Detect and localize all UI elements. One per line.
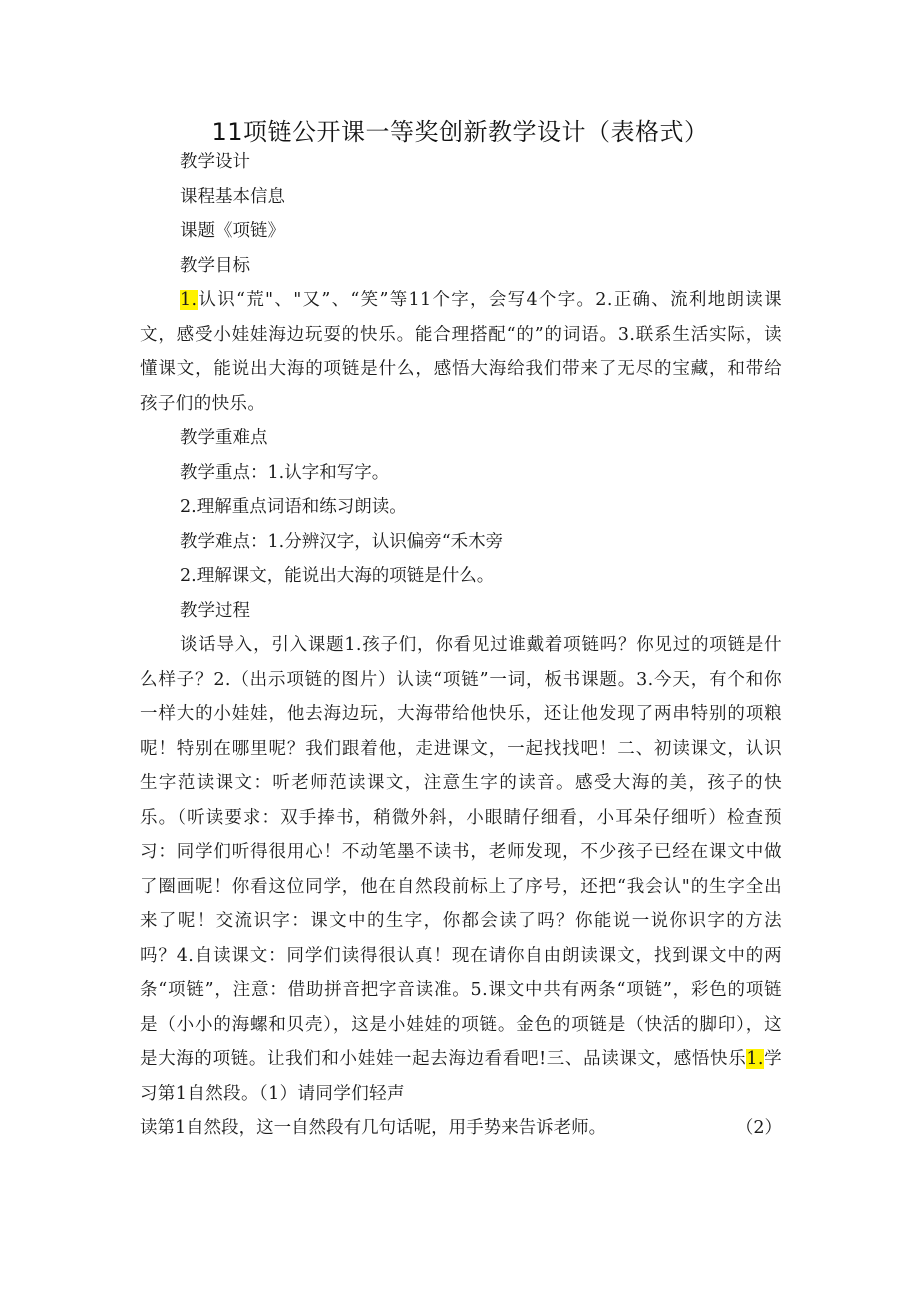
final-line [140,1111,782,1146]
process-text: 谈话导入，引入课题1.孩子们，你看见过谁戴着项链吗？你见过的项链是什么样子？2.（出示项链的图片）认读“项链”一词，板书课题。3.今天，有个和你一样大的小娃娃，他去海边玩，大海带给他快乐，还让他发现了两串特别的项粮呢！特别在哪里呢？我们跟着他，走进课文，一起找找吧！二、初读课文，认识生字范读课文：听老师范读课文，注意生字的读音。感受大海的美，孩子的快乐。（听读要求：双手捧书，稍微外斜，小眼睛仔细看，小耳朵仔细听）检查预习：同学们听得很用心！不动笔墨不读书，老师发现，不少孩子已经在课文中做了圈画呢！你看这位同学，他在自然段前标上了序号，还把“我会认"的生字全出来了呢！交流识字：课文中的生字，你都会读了吗？你能说一说你识字的方法吗？4.自读课文：同学们读得很认真！现在请你自由朗读课文，找到课文中的两条“项链”，注意：借助拼音把字音读准。5.课文中共有两条“项链”，彩色的项链是（小小的海螺和贝壳），这是小娃娃的项链。金色的项链是（快活的脚印），这是大海的项链。让我们和小娃娃一起去海边看看吧!三、品读课文，感悟快乐 [140,635,782,1069]
heading-lesson-title: 课题《项链》 [180,221,285,241]
heading-process: 教学过程 [180,600,250,621]
process-paragraph [140,628,782,1111]
heading-key-points: 教学重难点 [180,428,268,448]
key-focus-2: 2.理解重点词语和练习朗读。 [180,497,407,517]
highlight-marker: 1. [746,1049,764,1069]
goals-text: 认识“荒"、"又”、“笑”等11个字，会写4个字。2.正确、流利地朗读课文，感受小娃娃海边玩耍的快乐。能合理搭配“的”的词语。3.联系生活实际，读懂课文，能说出大海的项链是什么，感悟大海给我们带来了无尽的宝藏，和带给孩子们的快乐。 [140,290,782,414]
key-focus-1: 教学重点：1.认字和写字。 [180,462,390,483]
key-difficulty-2: 2.理解课文，能说出大海的项链是什么。 [180,566,495,586]
heading-goals: 教学目标 [180,255,250,276]
highlight-marker: 1. [180,290,198,310]
process-text-end: 学习第1自然段。（1）请同学们轻声 [140,1049,782,1104]
final-line-text: 读第1自然段，这一自然段有几句话呢，用手势来告诉老师。 [140,1118,607,1138]
heading-basic-info: 课程基本信息 [180,186,285,207]
heading-design: 教学设计 [180,152,250,172]
document-title: 11项链公开课一等奖创新教学设计（表格式） [211,118,709,146]
goals-paragraph [140,283,782,421]
document-body [140,145,782,1146]
final-line-trailing: （2） [735,1118,782,1138]
key-difficulty-1: 教学难点：1.分辨汉字，认识偏旁“禾木旁 [180,531,504,552]
